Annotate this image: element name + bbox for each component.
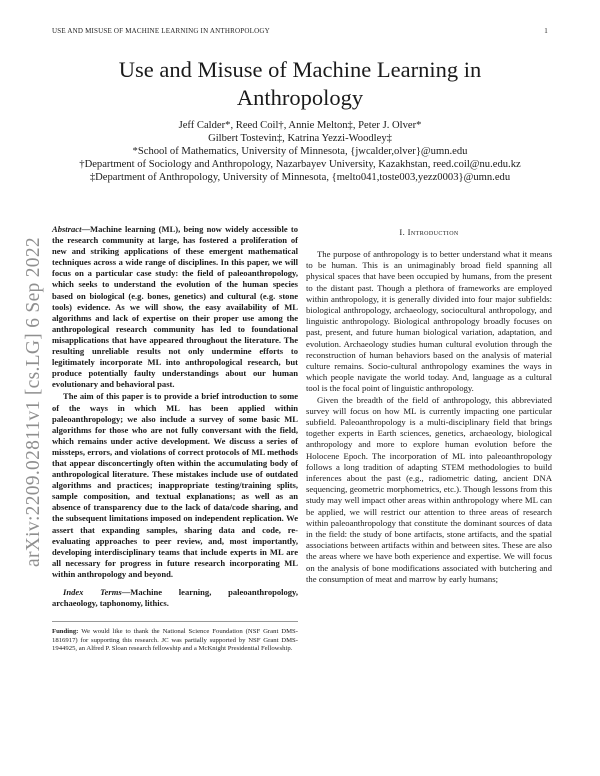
title-line-1: Use and Misuse of Machine Learning in [118,57,482,82]
funding-label: Funding: [52,628,79,636]
running-head [52,27,548,35]
page-number: 1 [544,27,548,35]
running-head-title: USE AND MISUSE OF MACHINE LEARNING IN ANTHROPOLOGY [52,27,270,35]
funding-footnote [52,621,298,654]
right-column [306,227,552,585]
arxiv-identifier: arXiv:2209.02811v1 [cs.LG] 6 Sep 2022 [23,237,45,567]
author-block [30,119,570,184]
arxiv-stamp [14,212,54,592]
affiliation-1: *School of Mathematics, University of Minnesota, {jwcalder,olver}@umn.edu [132,146,468,157]
affiliation-2: †Department of Sociology and Anthropology, Nazarbayev University, Kazakhstan, reed.coil@nu.edu.kz [79,159,521,170]
paper-title [60,56,540,112]
abstract-text: —Machine learning (ML), being now widely accessible to the research community at large, has fostered a proliferation of new and striking applications of these emergent mathematical techniques across a wide range of disciplines. In this paper, we will focus on a particular case study: the field of paleoanthropology, which seeks to understand the evolution of the human species based on biological (e.g. bones, genetics) and cultural (e.g. stone tools) evidence. As we will show, the easy availability of ML algorithms and lack of expertise on their proper use among the anthropological research community has led to foundational misapplications that have appeared throughout the literature. The resulting unreliable results not only undermine efforts to legitimately incorporate ML into anthropological research, but produce potentially faulty understandings about our human evolutionary and behavioral past. [52,224,298,390]
introduction-paragraph-2: Given the breadth of the field of anthropology, this abbreviated survey will focus on how ML is currently impacting one particular subfield. Paleoanthropology is a multi-disciplinary field that brings together experts in Earth sciences, genetics, archaeology, biological anthropology and more to explore human evolution before the Holocene Epoch. The incorporation of ML into paleoanthropology follows a long tradition of adapting STEM methodologies to build inferences about the past (e.g., radiometric dating, ancient DNA sequencing, geometric morphometrics, etc.). Though lessons from this study may well impact other areas within anthropology where ML can be applied, we will restrict our attention to three areas of research within paleoanthropology that constitute the dominant sources of data in the field: the study of bone artifacts, stone artifacts, and the spatial associations between artifacts within and between sites. These are also the areas where we have both experience and expertise. We will focus on the analysis of bone modifications associated with butchering and the consumption of meat and marrow by early humans; [306,394,552,584]
index-terms-text: —Machine learning, paleoanthropology, archaeology, taphonomy, lithics. [52,587,298,609]
funding-text: We would like to thank the National Science Foundation (NSF Grant DMS-1816917) for supporting this research. JC was partially supported by NSF Grant DMS-1944925, an Alfred P. Sloan research fellowship and a McKnight Presidential Fellowship. [52,628,298,653]
introduction-heading: I. Introduction [399,227,459,237]
left-column [52,224,298,654]
abstract-aim-paragraph: The aim of this paper is to provide a brief introduction to some of the ways in which ML has been applied within paleoanthropology; we also include a survey of some basic ML algorithms for those who are not fully conversant with the field, which remains under active development. We discuss a series of missteps, errors, and violations of correct protocols of ML methods that appear disconcertingly often within the accumulating body of anthropological literature. These mistakes include use of outdated algorithms and practices; inappropriate testing/training splits, sample composition, and textual explanations; as well as an absence of transparency due to the lack of data/code sharing, and the subsequent limitations imposed on independent replication. We assert that expanding samples, sharing data and code, re-evaluating approaches to peer review, and, most importantly, developing interdisciplinary teams that include experts in ML are all necessary for progress in future research incorporating ML within anthropology and beyond. [52,391,298,579]
introduction-paragraph-1: The purpose of anthropology is to better understand what it means to be human. This is an unimaginably broad field spanning all physical spaces that have been occupied by humans, from the present to the distant past. Though a plethora of frameworks are employed within anthropology, it is generally divided into four major subfields: biological anthropology, archaeology, sociocultural anthropology, and linguistic anthropology. Biological anthropology broadly focuses on past, present, and future human biological variation, adaptation, and evolution. Archaeology studies human cultural evolution through the reconstruction of human behaviors based on the analysis of material culture remains. Socio-cultural anthropology examines the ways in which people navigate the world today. And, language as a cultural tool is the focal point of linguistic anthropology. [306,249,552,394]
title-line-2: Anthropology [236,85,364,110]
abstract-label: Abstract [52,224,82,234]
index-terms [52,587,298,609]
authors-line-2: Gilbert Tostevin‡, Katrina Yezzi-Woodley‡ [208,133,392,144]
authors-line-1: Jeff Calder*, Reed Coil†, Annie Melton‡, Peter J. Olver* [178,120,422,131]
affiliation-3: ‡Department of Anthropology, University of Minnesota, {melto041,toste003,yezz0003}@umn.edu [89,172,511,183]
index-terms-label: Index Terms [63,587,122,597]
abstract [52,224,298,390]
